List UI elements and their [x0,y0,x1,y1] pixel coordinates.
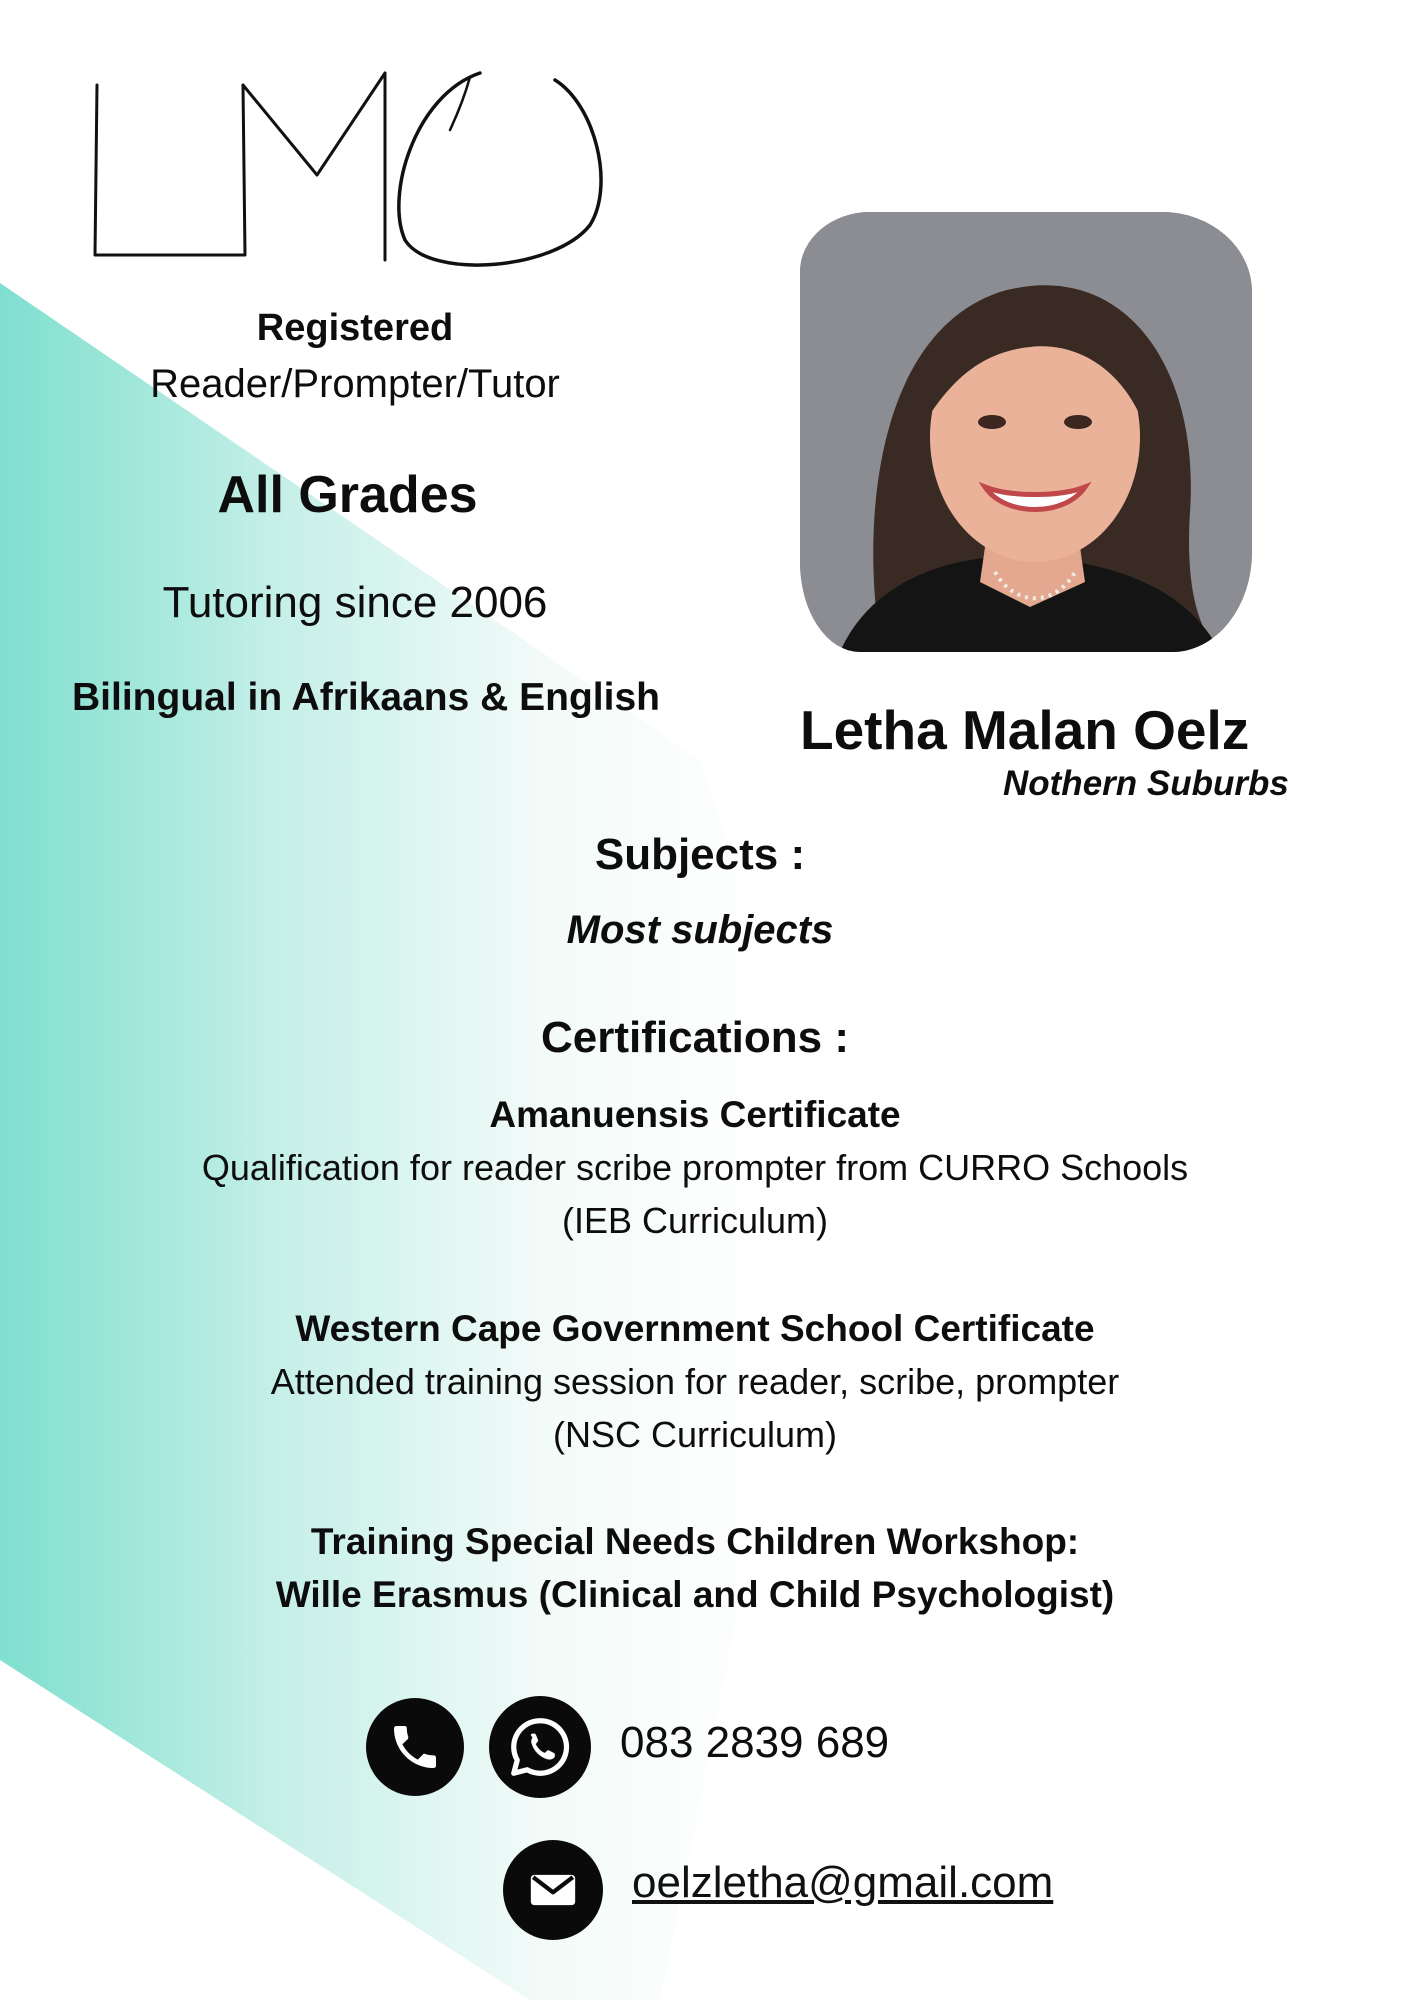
profile-area: Nothern Suburbs [1003,764,1289,803]
certification-title: Western Cape Government School Certificate [295,1308,1095,1349]
email-link[interactable]: oelzletha@gmail.com [632,1858,1054,1907]
mail-glyph [525,1862,581,1918]
certification-presenter: Wille Erasmus (Clinical and Child Psychologist) [275,1574,1115,1615]
portrait-illustration [800,212,1252,652]
certification-item [0,1302,1390,1461]
whatsapp-icon[interactable] [489,1696,591,1798]
certification-curriculum: (NSC Curriculum) [552,1414,837,1455]
bilingual-label: Bilingual in Afrikaans & English [72,676,660,719]
grades-label: All Grades [217,466,478,524]
tutoring-since: Tutoring since 2006 [162,578,548,627]
certification-detail: Attended training session for reader, scribe, prompter [270,1361,1120,1402]
subjects-heading: Subjects : [594,830,806,879]
certification-item [0,1515,1390,1621]
whatsapp-glyph [505,1712,575,1782]
subjects-value: Most subjects [566,908,834,952]
profile-photo [800,212,1252,652]
lmo-logo [85,55,605,280]
certifications-heading: Certifications : [540,1013,850,1062]
certification-title: Amanuensis Certificate [489,1094,901,1135]
certification-detail: Qualification for reader scribe prompter from CURRO Schools [201,1147,1189,1188]
phone-glyph [387,1719,443,1775]
phone-icon[interactable] [366,1698,464,1796]
certification-curriculum: (IEB Curriculum) [561,1200,829,1241]
certification-item [0,1088,1390,1247]
phone-number[interactable]: 083 2839 689 [620,1718,890,1767]
role-label: Reader/Prompter/Tutor [150,362,560,406]
registered-label: Registered [256,307,454,349]
certification-title: Training Special Needs Children Workshop: [310,1521,1080,1562]
profile-name: Letha Malan Oelz [800,699,1250,761]
mail-icon[interactable] [503,1840,603,1940]
